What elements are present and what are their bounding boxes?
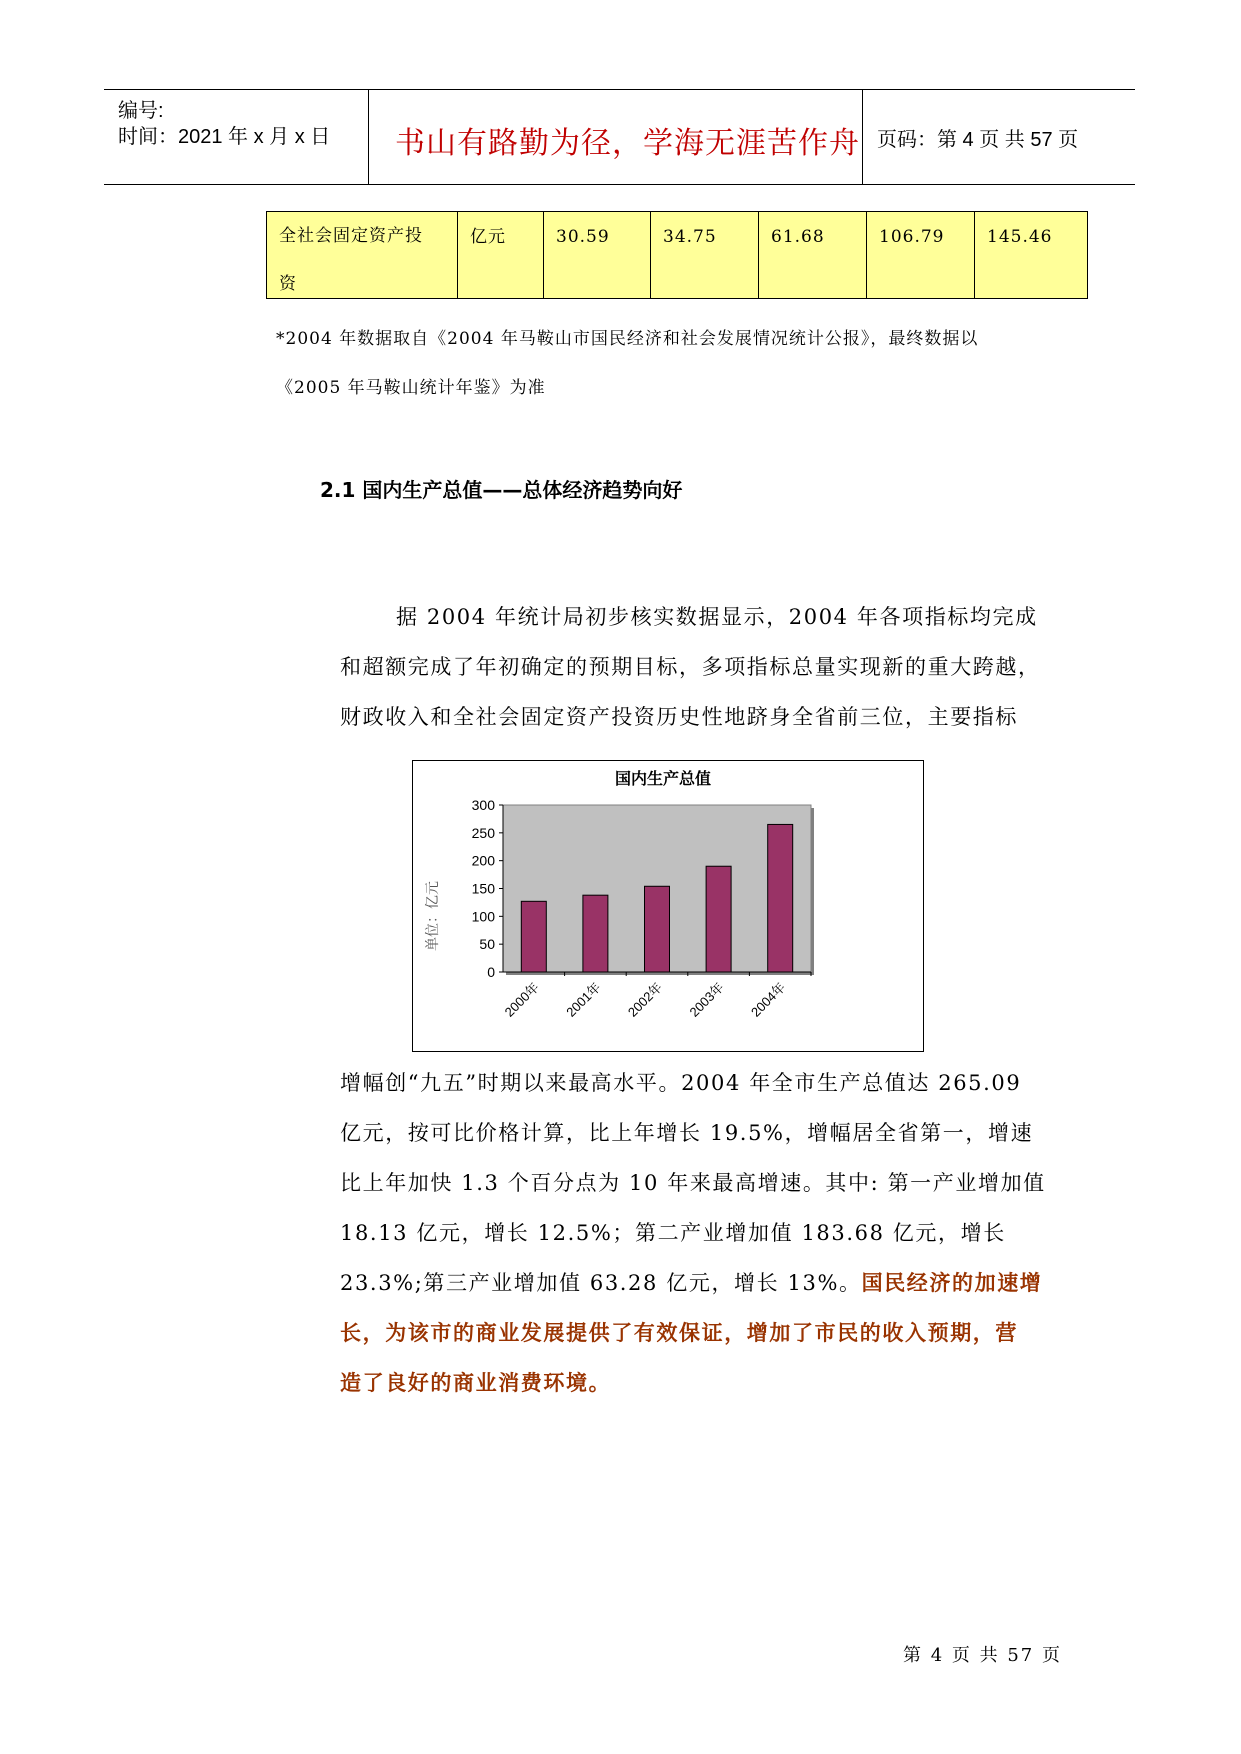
y-tick-label: 300 bbox=[471, 797, 495, 813]
bar bbox=[706, 866, 731, 972]
header-motto-cell bbox=[369, 90, 863, 184]
page-number-label: 页码：第 4 页 共 57 页 bbox=[877, 129, 1079, 151]
bar bbox=[521, 901, 546, 972]
highlighted-conclusion: 国民经济的加速增 bbox=[861, 1270, 1043, 1295]
bar bbox=[583, 895, 608, 972]
row-label-line2: 资 bbox=[279, 274, 297, 294]
value-2000: 30.59 bbox=[556, 227, 610, 247]
motto-text: 书山有路勤为径，学海无涯苦作舟 bbox=[395, 126, 860, 161]
paragraph-line bbox=[340, 1258, 1062, 1308]
table-cell-value bbox=[867, 212, 975, 299]
paragraph-line: 财政收入和全社会固定资产投资历史性地跻身全省前三位，主要指标 bbox=[340, 705, 1018, 729]
table-cell-unit bbox=[458, 212, 544, 299]
paragraph-line: 18.13 亿元，增长 12.5%；第二产业增加值 183.68 亿元，增长 bbox=[340, 1221, 1006, 1245]
unit-text: 亿元 bbox=[470, 227, 506, 247]
row-label-line1: 全社会固定资产投 bbox=[279, 226, 423, 246]
source-note-line2: 《2005 年马鞍山统计年鉴》为准 bbox=[276, 378, 546, 398]
gdp-chart bbox=[412, 760, 924, 1052]
value-2004: 145.46 bbox=[987, 227, 1053, 247]
chart-y-axis-label: 单位：亿元 bbox=[425, 881, 441, 951]
header-info-cell bbox=[104, 90, 369, 184]
paragraph-line: 亿元，按可比价格计算，比上年增长 19.5%，增幅居全省第一，增速 bbox=[340, 1121, 1034, 1145]
paragraph-text: 23.3%;第三产业增加值 63.28 亿元，增长 13%。 bbox=[340, 1271, 862, 1295]
value-2002: 61.68 bbox=[771, 227, 825, 247]
y-tick-label: 250 bbox=[471, 824, 495, 841]
x-tick-label: 2002年 bbox=[624, 979, 666, 1020]
x-tick-label: 2004年 bbox=[748, 979, 789, 1020]
y-tick-label: 200 bbox=[471, 852, 495, 869]
paragraph-line: 据 2004 年统计局初步核实数据显示，2004 年各项指标均完成 bbox=[396, 605, 1038, 629]
table-cell-value bbox=[975, 212, 1088, 299]
paragraph-gdp bbox=[340, 1058, 1062, 1408]
x-tick-label: 2003年 bbox=[686, 979, 727, 1020]
source-note-line1: *2004 年数据取自《2004 年马鞍山市国民经济和社会发展情况统计公报》，最终数据以 bbox=[276, 329, 979, 349]
time-label: 时间：2021 年 x 月 x 日 bbox=[118, 126, 331, 148]
table-row bbox=[267, 212, 1088, 299]
table-cell-value bbox=[759, 212, 867, 299]
paragraph-line: 和超额完成了年初确定的预期目标，多项指标总量实现新的重大跨越， bbox=[340, 655, 1041, 679]
table-cell-label bbox=[267, 212, 458, 299]
table-cell-value bbox=[544, 212, 651, 299]
table-cell-value bbox=[651, 212, 759, 299]
gdp-chart-svg bbox=[413, 761, 923, 1051]
value-2003: 106.79 bbox=[879, 227, 945, 247]
page-footer: 第 4 页 共 57 页 bbox=[903, 1645, 1062, 1666]
paragraph-line: 比上年加快 1.3 个百分点为 10 年来最高增速。其中: 第一产业增加值 bbox=[340, 1171, 1046, 1195]
bar bbox=[768, 824, 793, 972]
x-tick-label: 2000年 bbox=[501, 979, 542, 1020]
y-tick-label: 50 bbox=[479, 936, 495, 953]
y-tick-label: 0 bbox=[487, 964, 495, 980]
y-tick-label: 100 bbox=[471, 908, 495, 925]
value-2001: 34.75 bbox=[663, 227, 717, 247]
y-tick-label: 150 bbox=[471, 880, 495, 897]
serial-label: 编号: bbox=[118, 100, 164, 122]
page-header bbox=[104, 89, 1135, 185]
paragraph-line: 增幅创“九五”时期以来最高水平。2004 年全市生产总值达 265.09 bbox=[340, 1071, 1022, 1095]
section-heading: 2.1 国内生产总值——总体经济趋势向好 bbox=[320, 478, 683, 502]
chart-title: 国内生产总值 bbox=[614, 769, 712, 788]
highlighted-conclusion: 长，为该市的商业发展提供了有效保证，增加了市民的收入预期，营 bbox=[340, 1320, 1018, 1345]
paragraph-intro bbox=[340, 592, 1062, 742]
x-tick-label: 2001年 bbox=[563, 979, 604, 1020]
bar bbox=[645, 886, 670, 972]
highlighted-conclusion: 造了良好的商业消费环境。 bbox=[340, 1370, 612, 1395]
investment-table bbox=[266, 211, 1088, 299]
header-page-cell bbox=[863, 90, 1135, 184]
